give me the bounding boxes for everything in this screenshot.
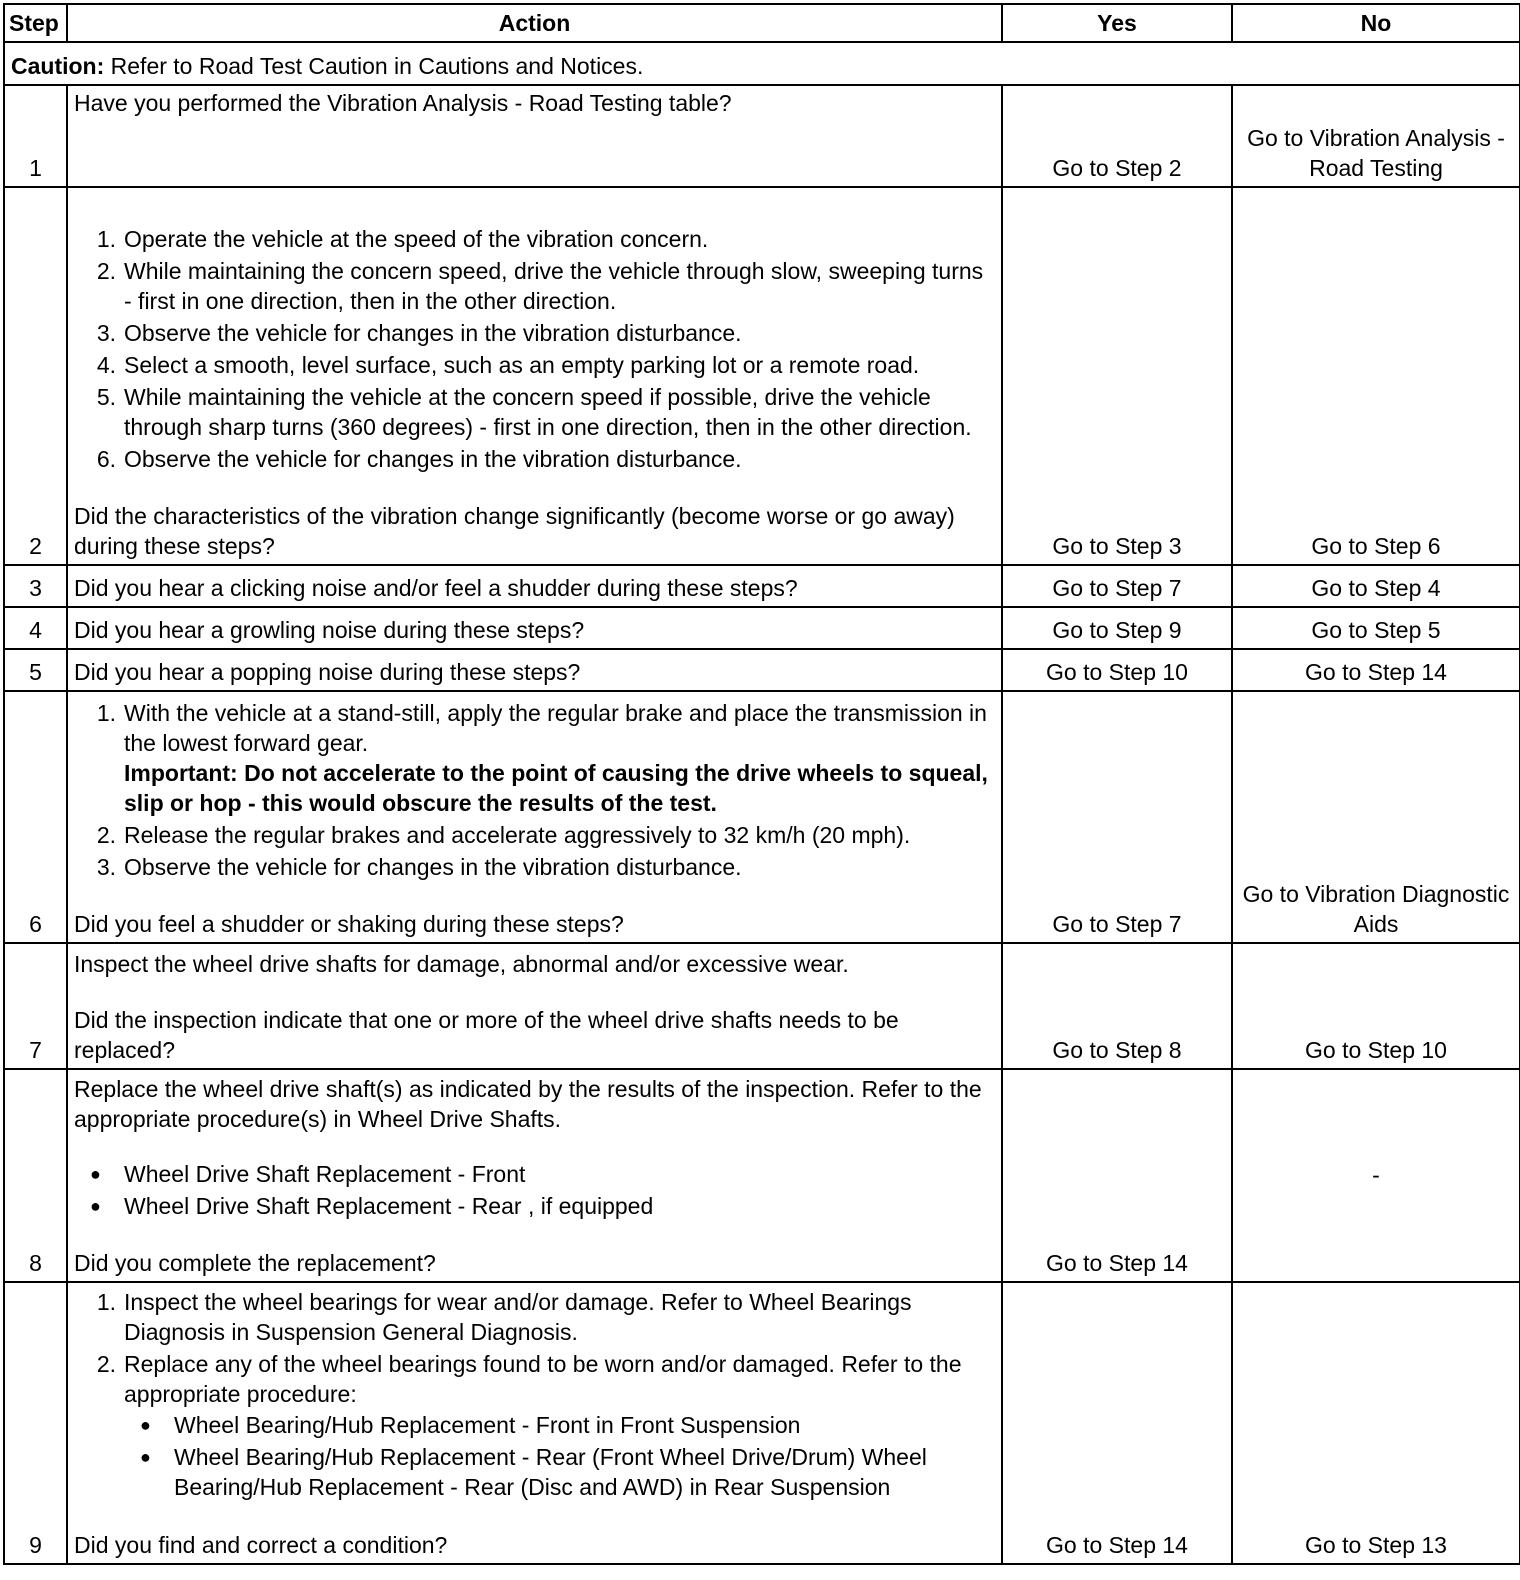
yes-cell: Go to Step 2 — [1002, 85, 1232, 187]
action-cell — [67, 85, 1002, 187]
table-row — [4, 187, 1520, 565]
list-item: Inspect the wheel bearings for wear and/or damage. Refer to Wheel Bearings Diagnosis in Suspension General Diagnosis. — [124, 1289, 912, 1345]
no-cell: - — [1232, 1069, 1520, 1282]
no-cell: Go to Step 14 — [1232, 649, 1520, 691]
question-text: Did you find and correct a condition? — [74, 1532, 448, 1558]
step-number: 7 — [4, 943, 67, 1069]
list-item: While maintaining the concern speed, drive the vehicle through slow, sweeping turns - first in one direction, then in the other direction. — [124, 258, 984, 314]
list-item: ● Wheel Drive Shaft Replacement - Rear , if equipped — [124, 1190, 995, 1222]
yes-cell: Go to Step 10 — [1002, 649, 1232, 691]
yes-column-header: Yes — [1002, 4, 1232, 42]
list-item: Observe the vehicle for changes in the vibration disturbance. — [124, 320, 742, 346]
list-item: ● Wheel Bearing/Hub Replacement - Rear (Front Wheel Drive/Drum) Wheel Bearing/Hub Replacement - Rear (Disc and AWD) in Rear Suspension — [174, 1441, 995, 1503]
bullet-list — [74, 1158, 995, 1222]
action-column-header: Action — [67, 4, 1002, 42]
yes-cell: Go to Step 7 — [1002, 691, 1232, 943]
table-row — [4, 649, 1520, 691]
step-number: 8 — [4, 1069, 67, 1282]
list-item — [124, 1348, 995, 1504]
table-row — [4, 691, 1520, 943]
action-cell: Did you hear a growling noise during these steps? — [67, 607, 1002, 649]
bullet-list — [124, 1409, 995, 1503]
no-cell: Go to Step 4 — [1232, 565, 1520, 607]
yes-cell: Go to Step 14 — [1002, 1069, 1232, 1282]
step-column-header: Step — [4, 4, 67, 42]
no-cell: Go to Step 13 — [1232, 1282, 1520, 1564]
caution-text: Refer to Road Test Caution in Cautions and Notices. — [104, 53, 644, 79]
list-item: ● Wheel Bearing/Hub Replacement - Front in Front Suspension — [174, 1409, 995, 1441]
list-item: Select a smooth, level surface, such as an empty parking lot or a remote road. — [124, 352, 920, 378]
instruction-text: Inspect the wheel drive shafts for damage, abnormal and/or excessive wear. — [74, 951, 849, 977]
step-number: 3 — [4, 565, 67, 607]
yes-cell: Go to Step 8 — [1002, 943, 1232, 1069]
no-cell: Go to Step 6 — [1232, 187, 1520, 565]
yes-cell: Go to Step 9 — [1002, 607, 1232, 649]
list-item-text: Replace any of the wheel bearings found to be worn and/or damaged. Refer to the appropriate procedure: — [124, 1351, 962, 1407]
step-number: 9 — [4, 1282, 67, 1564]
list-item-text: With the vehicle at a stand-still, apply the regular brake and place the transmission in the lowest forward gear. — [124, 700, 987, 756]
table-row — [4, 1282, 1520, 1564]
important-note: Important: Do not accelerate to the point of causing the drive wheels to squeal, slip or hop - this would obscure the results of the test. — [124, 760, 988, 816]
yes-cell: Go to Step 3 — [1002, 187, 1232, 565]
list-item: Observe the vehicle for changes in the vibration disturbance. — [124, 854, 742, 880]
diagnostic-table — [3, 3, 1520, 1565]
step-number: 4 — [4, 607, 67, 649]
question-text: Have you performed the Vibration Analysis - Road Testing table? — [74, 90, 732, 116]
no-cell: Go to Step 10 — [1232, 943, 1520, 1069]
table-row — [4, 943, 1520, 1069]
list-item: ● Wheel Drive Shaft Replacement - Front — [124, 1158, 995, 1190]
caution-cell — [4, 42, 1520, 85]
caution-row — [4, 42, 1520, 85]
list-item: Release the regular brakes and accelerate aggressively to 32 km/h (20 mph). — [124, 822, 911, 848]
action-cell: Did you hear a popping noise during these steps? — [67, 649, 1002, 691]
instruction-text: Replace the wheel drive shaft(s) as indicated by the results of the inspection. Refer to the appropriate procedure(s) in Wheel Drive Shafts. — [74, 1076, 982, 1132]
table-row — [4, 565, 1520, 607]
no-cell: Go to Vibration Analysis - Road Testing — [1232, 85, 1520, 187]
table-row — [4, 85, 1520, 187]
question-text: Did you complete the replacement? — [74, 1250, 436, 1276]
action-cell — [67, 943, 1002, 1069]
action-cell: Did you hear a clicking noise and/or feel a shudder during these steps? — [67, 565, 1002, 607]
no-cell: Go to Vibration Diagnostic Aids — [1232, 691, 1520, 943]
numbered-list — [74, 223, 995, 475]
list-item: Operate the vehicle at the speed of the vibration concern. — [124, 226, 709, 252]
table-row — [4, 607, 1520, 649]
question-text: Did the inspection indicate that one or more of the wheel drive shafts needs to be replaced? — [74, 1007, 899, 1063]
action-cell — [67, 691, 1002, 943]
step-number: 1 — [4, 85, 67, 187]
no-cell: Go to Step 5 — [1232, 607, 1520, 649]
numbered-list — [74, 1286, 995, 1504]
yes-cell: Go to Step 7 — [1002, 565, 1232, 607]
action-cell — [67, 1069, 1002, 1282]
header-row — [4, 4, 1520, 42]
numbered-list — [74, 697, 995, 883]
step-number: 6 — [4, 691, 67, 943]
action-cell — [67, 187, 1002, 565]
step-number: 2 — [4, 187, 67, 565]
no-column-header: No — [1232, 4, 1520, 42]
question-text: Did you feel a shudder or shaking during these steps? — [74, 911, 624, 937]
question-text: Did the characteristics of the vibration change significantly (become worse or go away) during these steps? — [74, 503, 955, 559]
list-item — [124, 697, 995, 819]
list-item: While maintaining the vehicle at the concern speed if possible, drive the vehicle through sharp turns (360 degrees) - first in one direction, then in the other direction. — [124, 384, 972, 440]
list-item: Observe the vehicle for changes in the vibration disturbance. — [124, 446, 742, 472]
table-row — [4, 1069, 1520, 1282]
action-cell — [67, 1282, 1002, 1564]
step-number: 5 — [4, 649, 67, 691]
caution-label: Caution: — [11, 53, 105, 79]
yes-cell: Go to Step 14 — [1002, 1282, 1232, 1564]
